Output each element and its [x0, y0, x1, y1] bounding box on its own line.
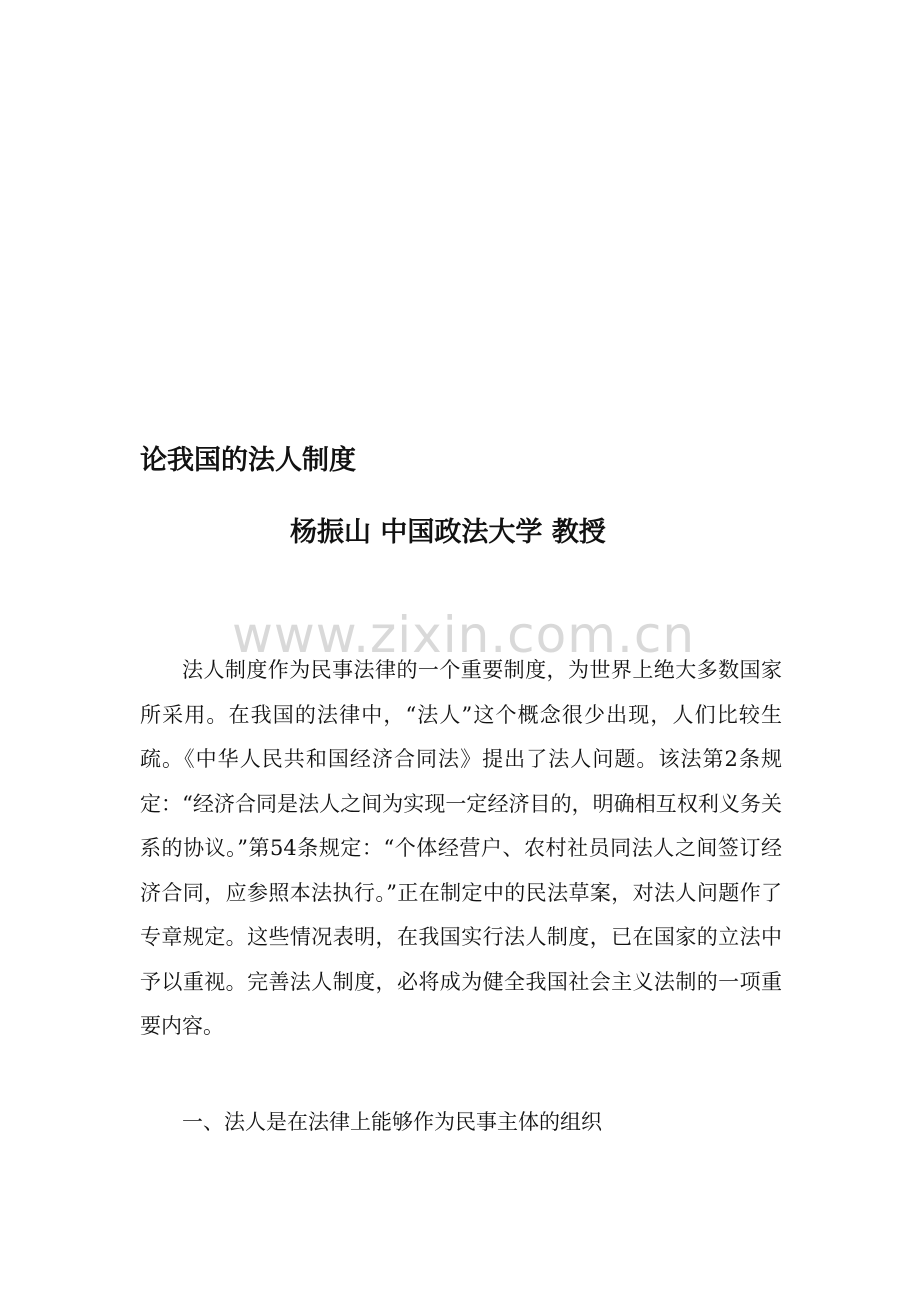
- watermark-text: www.zixin.com.cn: [232, 606, 696, 664]
- document-title: 论我国的法人制度: [140, 445, 356, 476]
- author-byline: 杨振山 中国政法大学 教授: [290, 517, 606, 548]
- section-heading: 一、法人是在法律上能够作为民事主体的组织: [182, 1110, 602, 1134]
- body-paragraph: 法人制度作为民事法律的一个重要制度，为世界上绝大多数国家所采用。在我国的法律中，“法人”这个概念很少出现，人们比较生疏。《中华人民共和国经济合同法》提出了法人问题。该法第2条规定：“经济合同是法人之间为实现一定经济目的，明确相互权利义务关系的协议。”第54条规定：“个体经营户、农村社员同法人之间签订经济合同，应参照本法执行。”正在制定中的民法草案，对法人问题作了专章规定。这些情况表明，在我国实行法人制度，已在国家的立法中予以重视。完善法人制度，必将成为健全我国社会主义法制的一项重要内容。: [140, 658, 782, 1038]
